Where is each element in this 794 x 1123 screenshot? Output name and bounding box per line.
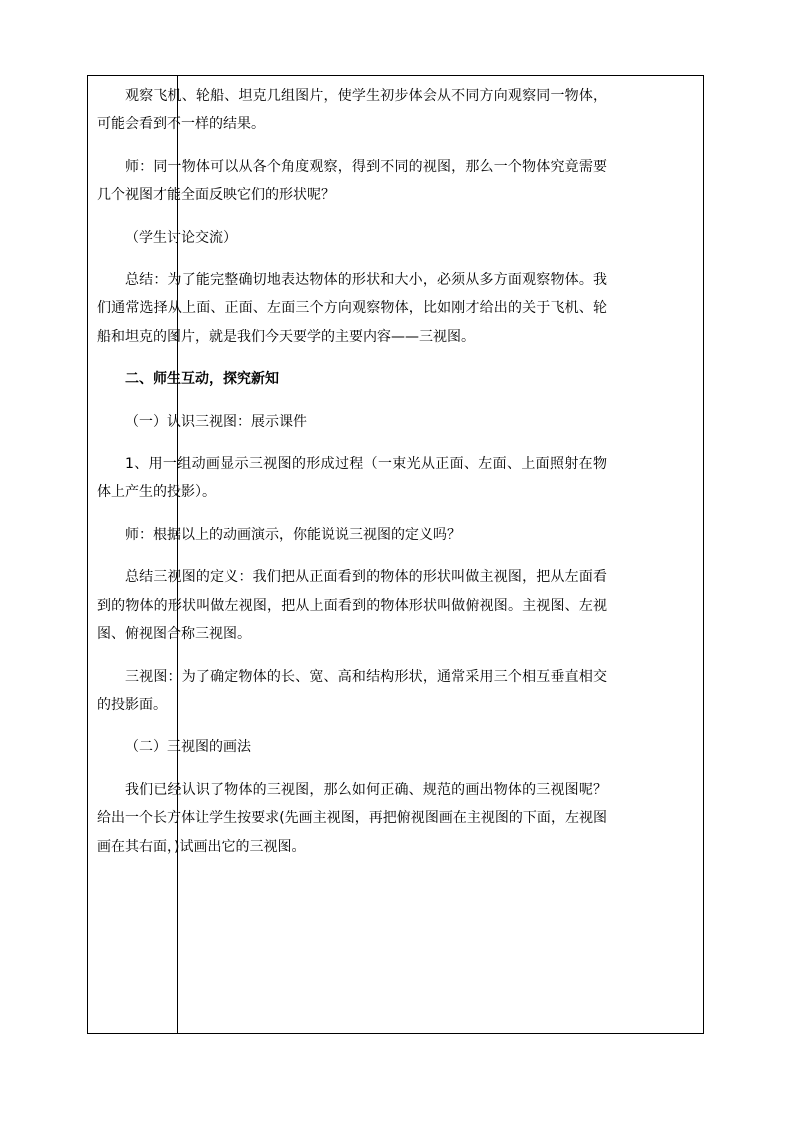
paragraph-summary: 总结：为了能完整确切地表达物体的形状和大小，必须从多方面观察物体。我们通常选择从上面、正面、左面三个方向观察物体，比如刚才给出的关于飞机、轮船和坦克的图片，就是我们今天要学的主要内容——三视图。	[97, 272, 607, 345]
paragraph-animation: 1、用一组动画显示三视图的形成过程（一束光从正面、左面、上面照射在物体上产生的投影）。	[97, 456, 607, 501]
paragraph-teacher-question: 师：同一物体可以从各个角度观察，得到不同的视图，那么一个物体究竟需要几个视图才能全面反映它们的形状呢？	[97, 158, 607, 204]
section-heading-interaction: 二、师生互动，探究新知	[125, 371, 279, 388]
lesson-content	[97, 82, 607, 875]
paragraph-drawing-exercise: 我们已经认识了物体的三视图，那么如何正确、规范的画出物体的三视图呢？给出一个长方体让学生按要求(先画主视图，再把俯视图画在主视图的下面，左视图画在其右面，)试画出它的三视图。	[97, 781, 607, 855]
paragraph-teacher-definition-question: 师：根据以上的动画演示，你能说说三视图的定义吗？	[125, 526, 461, 543]
paragraph-three-views-planes: 三视图：为了确定物体的长、宽、高和结构形状，通常采用三个相互垂直相交的投影面。	[97, 668, 607, 713]
subsection-heading-drawing-method: （二）三视图的画法	[125, 739, 251, 756]
subsection-heading-know-views: （一）认识三视图：展示课件	[125, 413, 307, 430]
paragraph-definition-summary: 总结三视图的定义：我们把从正面看到的物体的形状叫做主视图，把从左面看到的物体的形状叫做左视图，把从上面看到的物体形状叫做俯视图。主视图、左视图、俯视图合称三视图。	[97, 569, 607, 643]
paragraph-student-discussion: （学生讨论交流）	[125, 229, 237, 246]
paragraph-observe-pictures: 观察飞机、轮船、坦克几组图片，使学生初步体会从不同方向观察同一物体，可能会看到不一样的结果。	[97, 88, 607, 133]
